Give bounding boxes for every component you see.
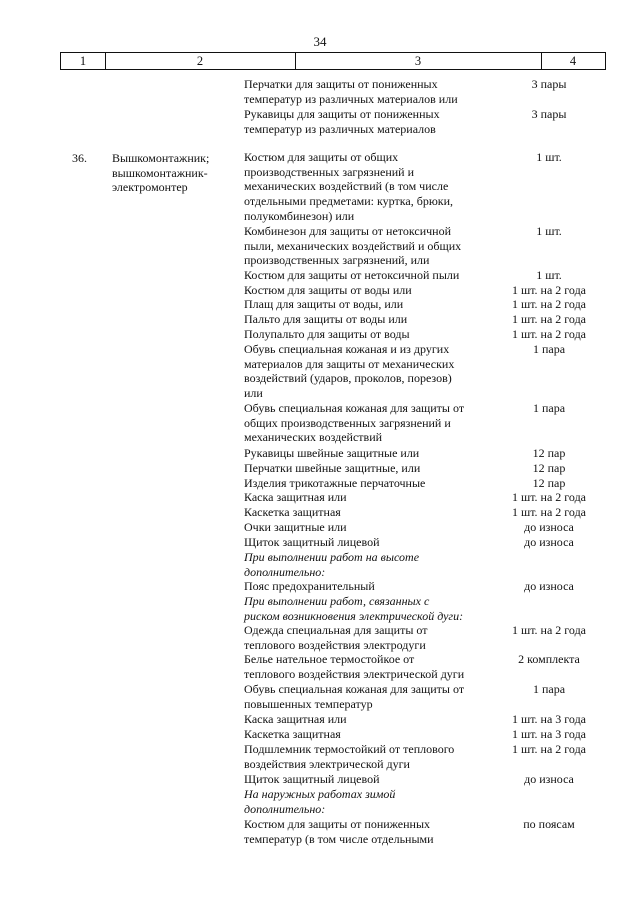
ppe-item-line: дополнительно: bbox=[244, 564, 326, 579]
column-header-4: 4 bbox=[569, 54, 577, 68]
ppe-item-line: теплового воздействия электродуги bbox=[244, 637, 426, 652]
ppe-item-line: пыли, механических воздействий и общих bbox=[244, 238, 462, 253]
ppe-item bbox=[244, 297, 494, 312]
ppe-item-line: механических воздействий (в том числе bbox=[244, 179, 449, 194]
ppe-item-line: теплового воздействия электрической дуги bbox=[244, 666, 465, 681]
ppe-item bbox=[244, 742, 494, 771]
ppe-item bbox=[244, 150, 494, 224]
ppe-item bbox=[244, 682, 494, 711]
ppe-item-line: Подшлемник термостойкий от теплового bbox=[244, 742, 455, 756]
ppe-quantity: 1 пара bbox=[532, 401, 566, 415]
ppe-quantity: 3 пары bbox=[531, 77, 567, 91]
ppe-item bbox=[244, 712, 494, 727]
ppe-quantity: 1 шт. на 2 года bbox=[511, 312, 587, 326]
ppe-quantity: 1 шт. на 3 года bbox=[511, 727, 587, 741]
ppe-item bbox=[244, 490, 494, 505]
ppe-item bbox=[244, 505, 494, 520]
ppe-item-line: Комбинезон для защиты от нетоксичной bbox=[244, 224, 452, 238]
ppe-item-line: воздействия электрической дуги bbox=[244, 756, 410, 771]
table-column-header bbox=[60, 52, 606, 70]
ppe-quantity: по поясам bbox=[523, 817, 575, 831]
ppe-item bbox=[244, 535, 494, 550]
ppe-item-line: температур (в том числе отдельными bbox=[244, 831, 434, 846]
ppe-quantity: 1 шт. на 2 года bbox=[511, 742, 587, 756]
ppe-item-line: повышенных температур bbox=[244, 696, 373, 711]
ppe-quantity: до износа bbox=[524, 535, 574, 549]
ppe-item-line: производственных загрязнений и bbox=[244, 164, 415, 179]
ppe-quantity: до износа bbox=[524, 579, 574, 593]
ppe-item-line: При выполнении работ на высоте bbox=[244, 550, 420, 564]
ppe-item-line: Костюм для защиты от общих bbox=[244, 150, 399, 164]
ppe-item bbox=[244, 77, 494, 106]
ppe-item bbox=[244, 579, 494, 594]
ppe-quantity: 12 пар bbox=[532, 461, 566, 475]
ppe-item-line: механических воздействий bbox=[244, 430, 383, 445]
ppe-quantity: 1 шт. bbox=[536, 150, 562, 164]
ppe-quantity: 1 шт. на 2 года bbox=[511, 297, 587, 311]
ppe-quantity: 1 пара bbox=[532, 682, 566, 696]
row-number: 36. bbox=[72, 151, 87, 165]
ppe-item-line: производственных загрязнений, или bbox=[244, 253, 430, 268]
section-note bbox=[244, 787, 494, 816]
ppe-item-line: Костюм для защиты от воды или bbox=[244, 283, 412, 297]
ppe-item bbox=[244, 652, 494, 681]
ppe-item bbox=[244, 520, 494, 535]
ppe-item-line: При выполнении работ, связанных с bbox=[244, 594, 430, 608]
ppe-item-line: Пояс предохранительный bbox=[244, 579, 375, 593]
ppe-item-line: отдельными предметами: куртка, брюки, bbox=[244, 194, 454, 209]
column-header-1: 1 bbox=[79, 54, 87, 68]
ppe-item-line: Рукавицы швейные защитные или bbox=[244, 446, 420, 460]
ppe-item-line: воздействий (ударов, проколов, порезов) bbox=[244, 371, 452, 386]
ppe-item-line: Костюм для защиты от пониженных bbox=[244, 817, 431, 831]
ppe-item-line: материалов для защиты от механических bbox=[244, 356, 455, 371]
ppe-item-line: Плащ для защиты от воды, или bbox=[244, 297, 404, 311]
ppe-item-line: Щиток защитный лицевой bbox=[244, 772, 380, 786]
ppe-item-line: Каска защитная или bbox=[244, 712, 347, 726]
ppe-quantity: 3 пары bbox=[531, 107, 567, 121]
ppe-quantity: 1 шт. на 2 года bbox=[511, 623, 587, 637]
ppe-item bbox=[244, 283, 494, 298]
ppe-item-line: Одежда специальная для защиты от bbox=[244, 623, 428, 637]
ppe-item-line: Каска защитная или bbox=[244, 490, 347, 504]
profession-line: вышкомонтажник- bbox=[112, 165, 208, 180]
section-note bbox=[244, 594, 494, 623]
ppe-item-line: Изделия трикотажные перчаточные bbox=[244, 476, 426, 490]
ppe-item-line: общих производственных загрязнений и bbox=[244, 415, 451, 430]
ppe-item bbox=[244, 327, 494, 342]
ppe-item bbox=[244, 342, 494, 401]
ppe-item-line: дополнительно: bbox=[244, 801, 326, 816]
ppe-item-line: Каскетка защитная bbox=[244, 727, 341, 741]
ppe-item bbox=[244, 268, 494, 283]
ppe-item-line: Обувь специальная кожаная и из других bbox=[244, 342, 450, 356]
ppe-item-line: Обувь специальная кожаная для защиты от bbox=[244, 682, 465, 696]
ppe-item-line: Костюм для защиты от нетоксичной пыли bbox=[244, 268, 460, 282]
ppe-item-line: риском возникновения электрической дуги: bbox=[244, 608, 464, 623]
ppe-item-line: Перчатки швейные защитные, или bbox=[244, 461, 421, 475]
profession-line: электромонтер bbox=[112, 180, 188, 195]
ppe-item-line: Пальто для защиты от воды или bbox=[244, 312, 408, 326]
ppe-item bbox=[244, 727, 494, 742]
ppe-item-line: Обувь специальная кожаная для защиты от bbox=[244, 401, 465, 415]
ppe-item-line: Каскетка защитная bbox=[244, 505, 341, 519]
ppe-quantity: 12 пар bbox=[532, 476, 566, 490]
ppe-quantity: 1 шт. bbox=[536, 224, 562, 238]
ppe-item-line: Очки защитные или bbox=[244, 520, 347, 534]
ppe-item bbox=[244, 623, 494, 652]
ppe-item-line: Белье нательное термостойкое от bbox=[244, 652, 415, 666]
ppe-item-line: Щиток защитный лицевой bbox=[244, 535, 380, 549]
ppe-quantity: 1 шт. на 2 года bbox=[511, 490, 587, 504]
ppe-item-line: Полупальто для защиты от воды bbox=[244, 327, 410, 341]
profession-line: Вышкомонтажник; bbox=[112, 151, 210, 165]
ppe-item bbox=[244, 446, 494, 461]
ppe-item-line: или bbox=[244, 386, 263, 401]
ppe-item-line: температур из различных материалов bbox=[244, 121, 436, 136]
ppe-item-line: Рукавицы для защиты от пониженных bbox=[244, 107, 440, 121]
ppe-quantity: 1 шт. bbox=[536, 268, 562, 282]
column-header-2: 2 bbox=[196, 54, 204, 68]
ppe-item-line: Перчатки для защиты от пониженных bbox=[244, 77, 438, 91]
ppe-quantity: до износа bbox=[524, 772, 574, 786]
ppe-item-line: температур из различных материалов или bbox=[244, 91, 458, 106]
ppe-quantity: 1 пара bbox=[532, 342, 566, 356]
section-note bbox=[244, 550, 494, 579]
ppe-item bbox=[244, 817, 494, 846]
ppe-quantity: 1 шт. на 2 года bbox=[511, 505, 587, 519]
ppe-item bbox=[244, 461, 494, 476]
ppe-quantity: 1 шт. на 2 года bbox=[511, 283, 587, 297]
ppe-quantity: 1 шт. на 2 года bbox=[511, 327, 587, 341]
ppe-item bbox=[244, 476, 494, 491]
ppe-item-line: На наружных работах зимой bbox=[244, 787, 396, 801]
page-number: 34 bbox=[313, 34, 327, 49]
profession-cell bbox=[112, 151, 237, 195]
ppe-quantity: 2 комплекта bbox=[518, 652, 580, 666]
ppe-item bbox=[244, 772, 494, 787]
ppe-item bbox=[244, 312, 494, 327]
ppe-item bbox=[244, 224, 494, 268]
ppe-quantity: до износа bbox=[524, 520, 574, 534]
ppe-item-line: полукомбинезон) или bbox=[244, 208, 355, 223]
ppe-quantity: 12 пар bbox=[532, 446, 566, 460]
ppe-quantity: 1 шт. на 3 года bbox=[511, 712, 587, 726]
column-header-3: 3 bbox=[414, 54, 422, 68]
ppe-item bbox=[244, 401, 494, 445]
ppe-item bbox=[244, 107, 494, 136]
